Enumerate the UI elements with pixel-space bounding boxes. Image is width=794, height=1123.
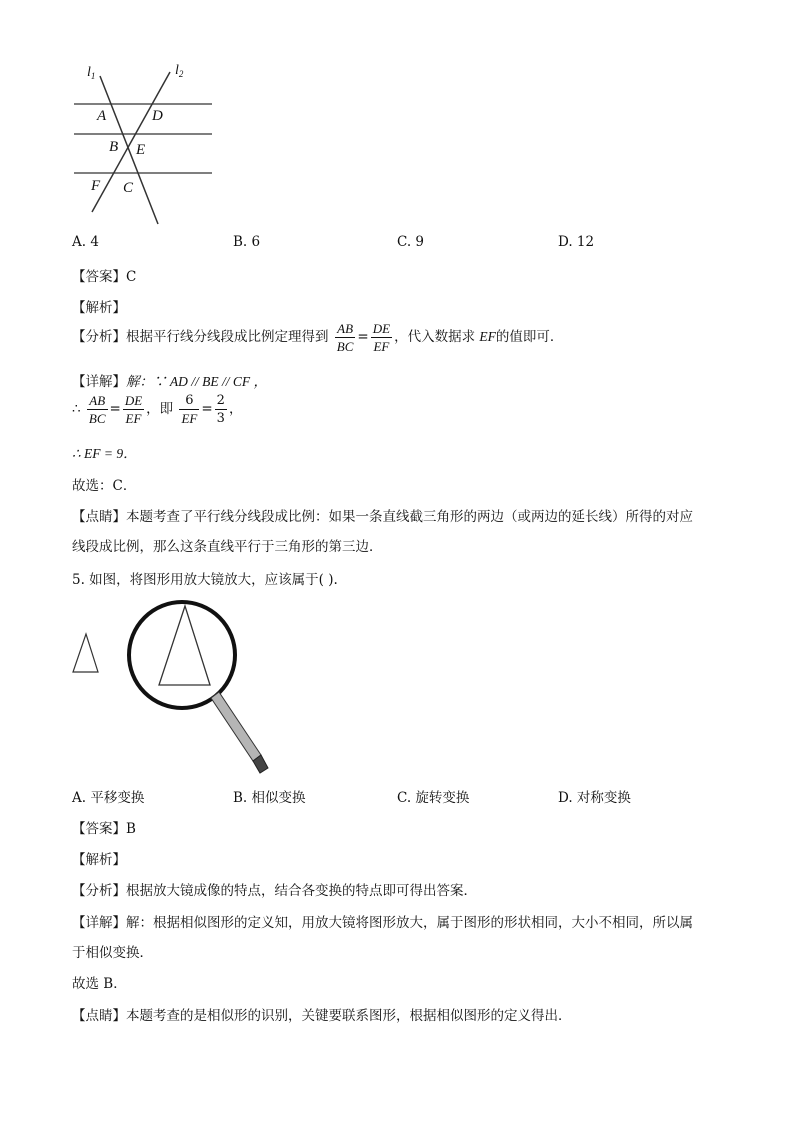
q5-analysis-tag: 【解析】 bbox=[72, 852, 126, 868]
q5-option-a: A. 平移变换 bbox=[72, 790, 145, 806]
label-l2: $l_2$ bbox=[175, 63, 184, 79]
q5-xiangjie-line2: 于相似变换． bbox=[72, 945, 153, 961]
fenxi-text-2: ，代入数据求 bbox=[394, 329, 476, 345]
label-C: C bbox=[123, 180, 134, 196]
q5-xiangjie-line1 bbox=[72, 911, 693, 931]
magnifier-handle bbox=[211, 692, 261, 761]
answer-tag: 【答案】 bbox=[72, 821, 126, 837]
q4-xiangjie-line1 bbox=[72, 370, 267, 390]
label-D: D bbox=[152, 108, 163, 124]
q5-option-b: B. 相似变换 bbox=[233, 790, 306, 806]
q5-dianjing bbox=[72, 1004, 572, 1024]
therefore-symbol: ∴ bbox=[72, 401, 81, 417]
q5-stem: 5. 如图，将图形用放大镜放大，应该属于( ). bbox=[72, 572, 338, 588]
small-triangle bbox=[73, 634, 98, 672]
answer-value: C bbox=[126, 269, 137, 285]
fraction-2-3: $\frac{2}{3}$ bbox=[216, 393, 225, 426]
fenxi-tag: 【分析】 bbox=[72, 883, 126, 899]
fenxi-var: EF bbox=[479, 329, 496, 344]
q4-answer bbox=[72, 265, 136, 285]
q4-xiangjie-line3: ∴ EF = 9． bbox=[72, 446, 137, 461]
q4-option-b: B. 6 bbox=[233, 234, 261, 250]
fenxi-text: 根据平行线分线段成比例定理得到 bbox=[126, 329, 329, 345]
fenxi-tag: 【分析】 bbox=[72, 329, 126, 345]
parallel-lines-figure bbox=[60, 58, 220, 228]
q4-fenxi: 【分析】根据平行线分线段成比例定理得到 $\frac{AB}{BC}$ = $\frac{DE}{EF}$ ，代入数据求 EF的值即可． bbox=[72, 321, 564, 354]
dianjing-text: 本题考查的是相似形的识别，关键要联系图形，根据相似图形的定义得出． bbox=[126, 1008, 572, 1024]
label-E: E bbox=[136, 142, 146, 158]
fenxi-text: 根据放大镜成像的特点，结合各变换的特点即可得出答案． bbox=[126, 883, 477, 899]
xiangjie-end: ， bbox=[228, 401, 243, 417]
q4-choose: 故选：C． bbox=[72, 478, 137, 494]
dianjing-text: 本题考查了平行线分线段成比例：如果一条直线截三角形的两边（或两边的延长线）所得的对应 bbox=[126, 509, 693, 525]
xiangjie-mid: ，即 bbox=[146, 401, 174, 417]
q4-option-a: A. 4 bbox=[72, 234, 99, 250]
label-B: B bbox=[109, 139, 119, 155]
q4-dianjing-line2: 线段成比例，那么这条直线平行于三角形的第三边． bbox=[72, 539, 383, 555]
xiangjie-tag: 【详解】 bbox=[72, 374, 126, 390]
xiangjie-tag: 【详解】 bbox=[72, 915, 126, 931]
q5-option-d: D. 对称变换 bbox=[558, 790, 631, 806]
fraction-6-ef: $\frac{6}{EF}$ bbox=[181, 393, 198, 426]
answer-value: B bbox=[126, 821, 136, 837]
xiangjie-text: 解：∵ AD // BE // CF ， bbox=[126, 374, 267, 389]
q5-choose: 故选 B． bbox=[72, 976, 127, 992]
label-A: A bbox=[97, 108, 107, 124]
fraction-ab-bc-2: $\frac{AB}{BC}$ bbox=[88, 393, 106, 426]
label-F: F bbox=[91, 178, 101, 194]
xiangjie-text: 解：根据相似图形的定义知，用放大镜将图形放大，属于图形的形状相同，大小不相同，所以属 bbox=[126, 915, 693, 931]
fraction-de-ef-2: $\frac{DE}{EF}$ bbox=[124, 393, 143, 426]
q4-analysis-tag: 【解析】 bbox=[72, 300, 126, 316]
q4-xiangjie-line2: ∴ $\frac{AB}{BC}$ = $\frac{DE}{EF}$ ，即 $\frac{6}{EF}$ = $\frac{2}{3}$ ， bbox=[72, 393, 243, 426]
fraction-de-ef: $\frac{DE}{EF}$ bbox=[372, 321, 391, 354]
dianjing-tag: 【点睛】 bbox=[72, 1008, 126, 1024]
answer-tag: 【答案】 bbox=[72, 269, 126, 285]
q4-option-c: C. 9 bbox=[397, 234, 425, 250]
fraction-ab-bc: $\frac{AB}{BC}$ bbox=[336, 321, 354, 354]
q4-option-d: D. 12 bbox=[558, 234, 595, 250]
q4-dianjing-line1 bbox=[72, 505, 693, 525]
q5-fenxi bbox=[72, 879, 477, 899]
fenxi-text-3: 的值即可． bbox=[495, 329, 564, 345]
magnifier-figure bbox=[60, 592, 280, 782]
dianjing-tag: 【点睛】 bbox=[72, 509, 126, 525]
label-l1: $l_1$ bbox=[87, 65, 96, 81]
q5-option-c: C. 旋转变换 bbox=[397, 790, 470, 806]
q5-answer bbox=[72, 817, 136, 837]
